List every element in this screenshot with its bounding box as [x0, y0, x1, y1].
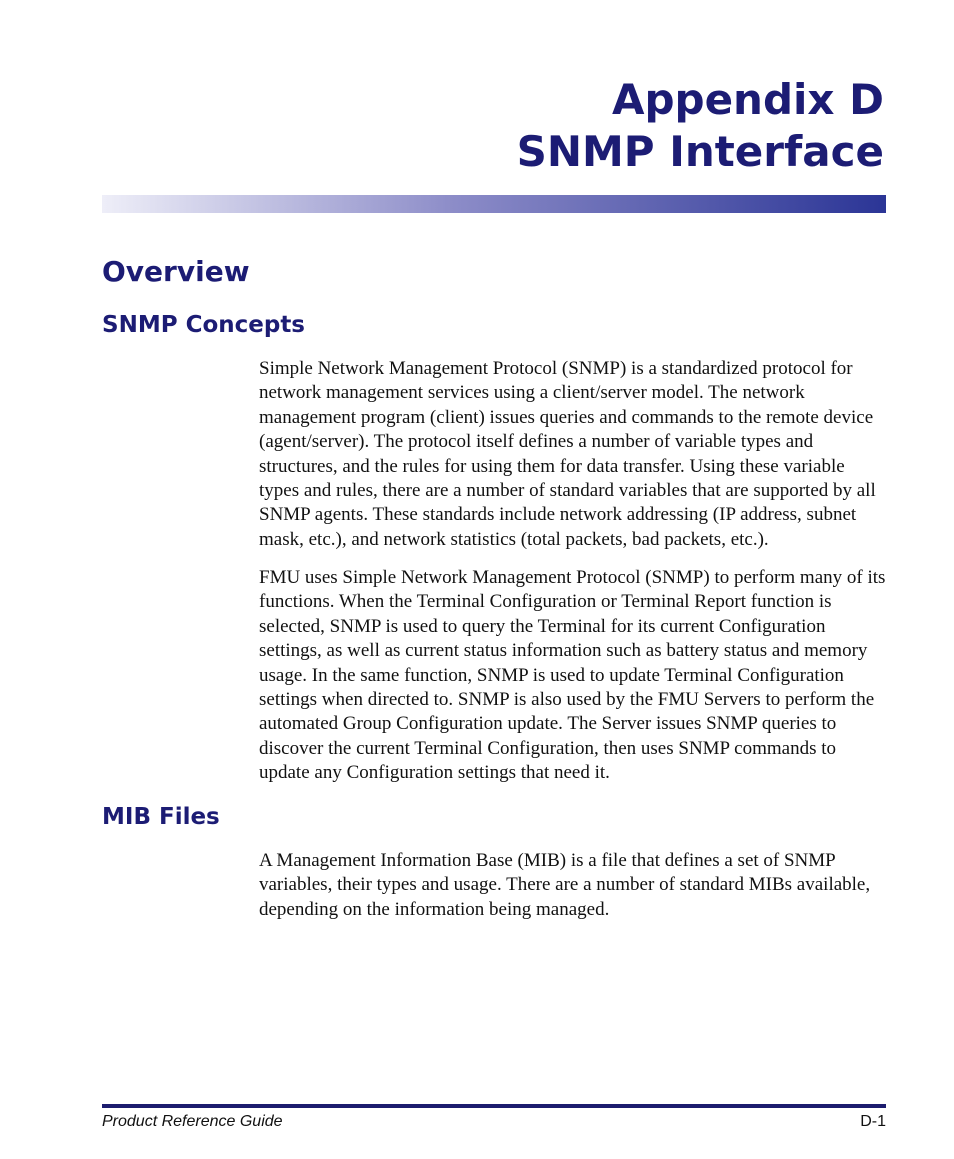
snmp-concepts-paragraph-1: Simple Network Management Protocol (SNMP) is a standardized protocol for network management services using a client/server model. The network management program (client) issues queries and commands to the remote device (agent/server). The protocol itself defines a number of variable types and structures, and the rules for using them for data transfer. Using these variable types and rules, there are a number of standard variables that are supported by all SNMP agents. These standards include network addressing (IP address, subnet mask, etc.), and network statistics (total packets, bad packets, etc.). [259, 358, 876, 550]
footer-rule [102, 1104, 886, 1108]
footer-page-number: D-1 [860, 1113, 886, 1130]
snmp-concepts-paragraph-2: FMU uses Simple Network Management Protocol (SNMP) to perform many of its functions. When the Terminal Configuration or Terminal Report function is selected, SNMP is used to query the Terminal for its current Configuration settings, as well as current status information such as battery status and memory usage. In the same function, SNMP is used to update Terminal Configuration settings when directed to. SNMP is also used by the FMU Servers to perform the automated Group Configuration update. The Server issues SNMP queries to discover the current Terminal Configuration, then uses SNMP commands to update any Configuration settings that need it. [259, 567, 886, 784]
title-gradient-bar [102, 195, 886, 213]
chapter-title-line2: SNMP Interface [516, 127, 884, 176]
footer-guide-title: Product Reference Guide [102, 1113, 283, 1130]
mib-files-heading: MIB Files [102, 804, 220, 830]
chapter-title-line1: Appendix D [611, 75, 884, 124]
mib-files-paragraph-1: A Management Information Base (MIB) is a file that defines a set of SNMP variables, their types and usage. There are a number of standard MIBs available, depending on the information being managed. [259, 850, 871, 920]
chapter-title [517, 74, 884, 178]
snmp-concepts-heading: SNMP Concepts [102, 312, 306, 338]
overview-heading: Overview [102, 255, 250, 288]
